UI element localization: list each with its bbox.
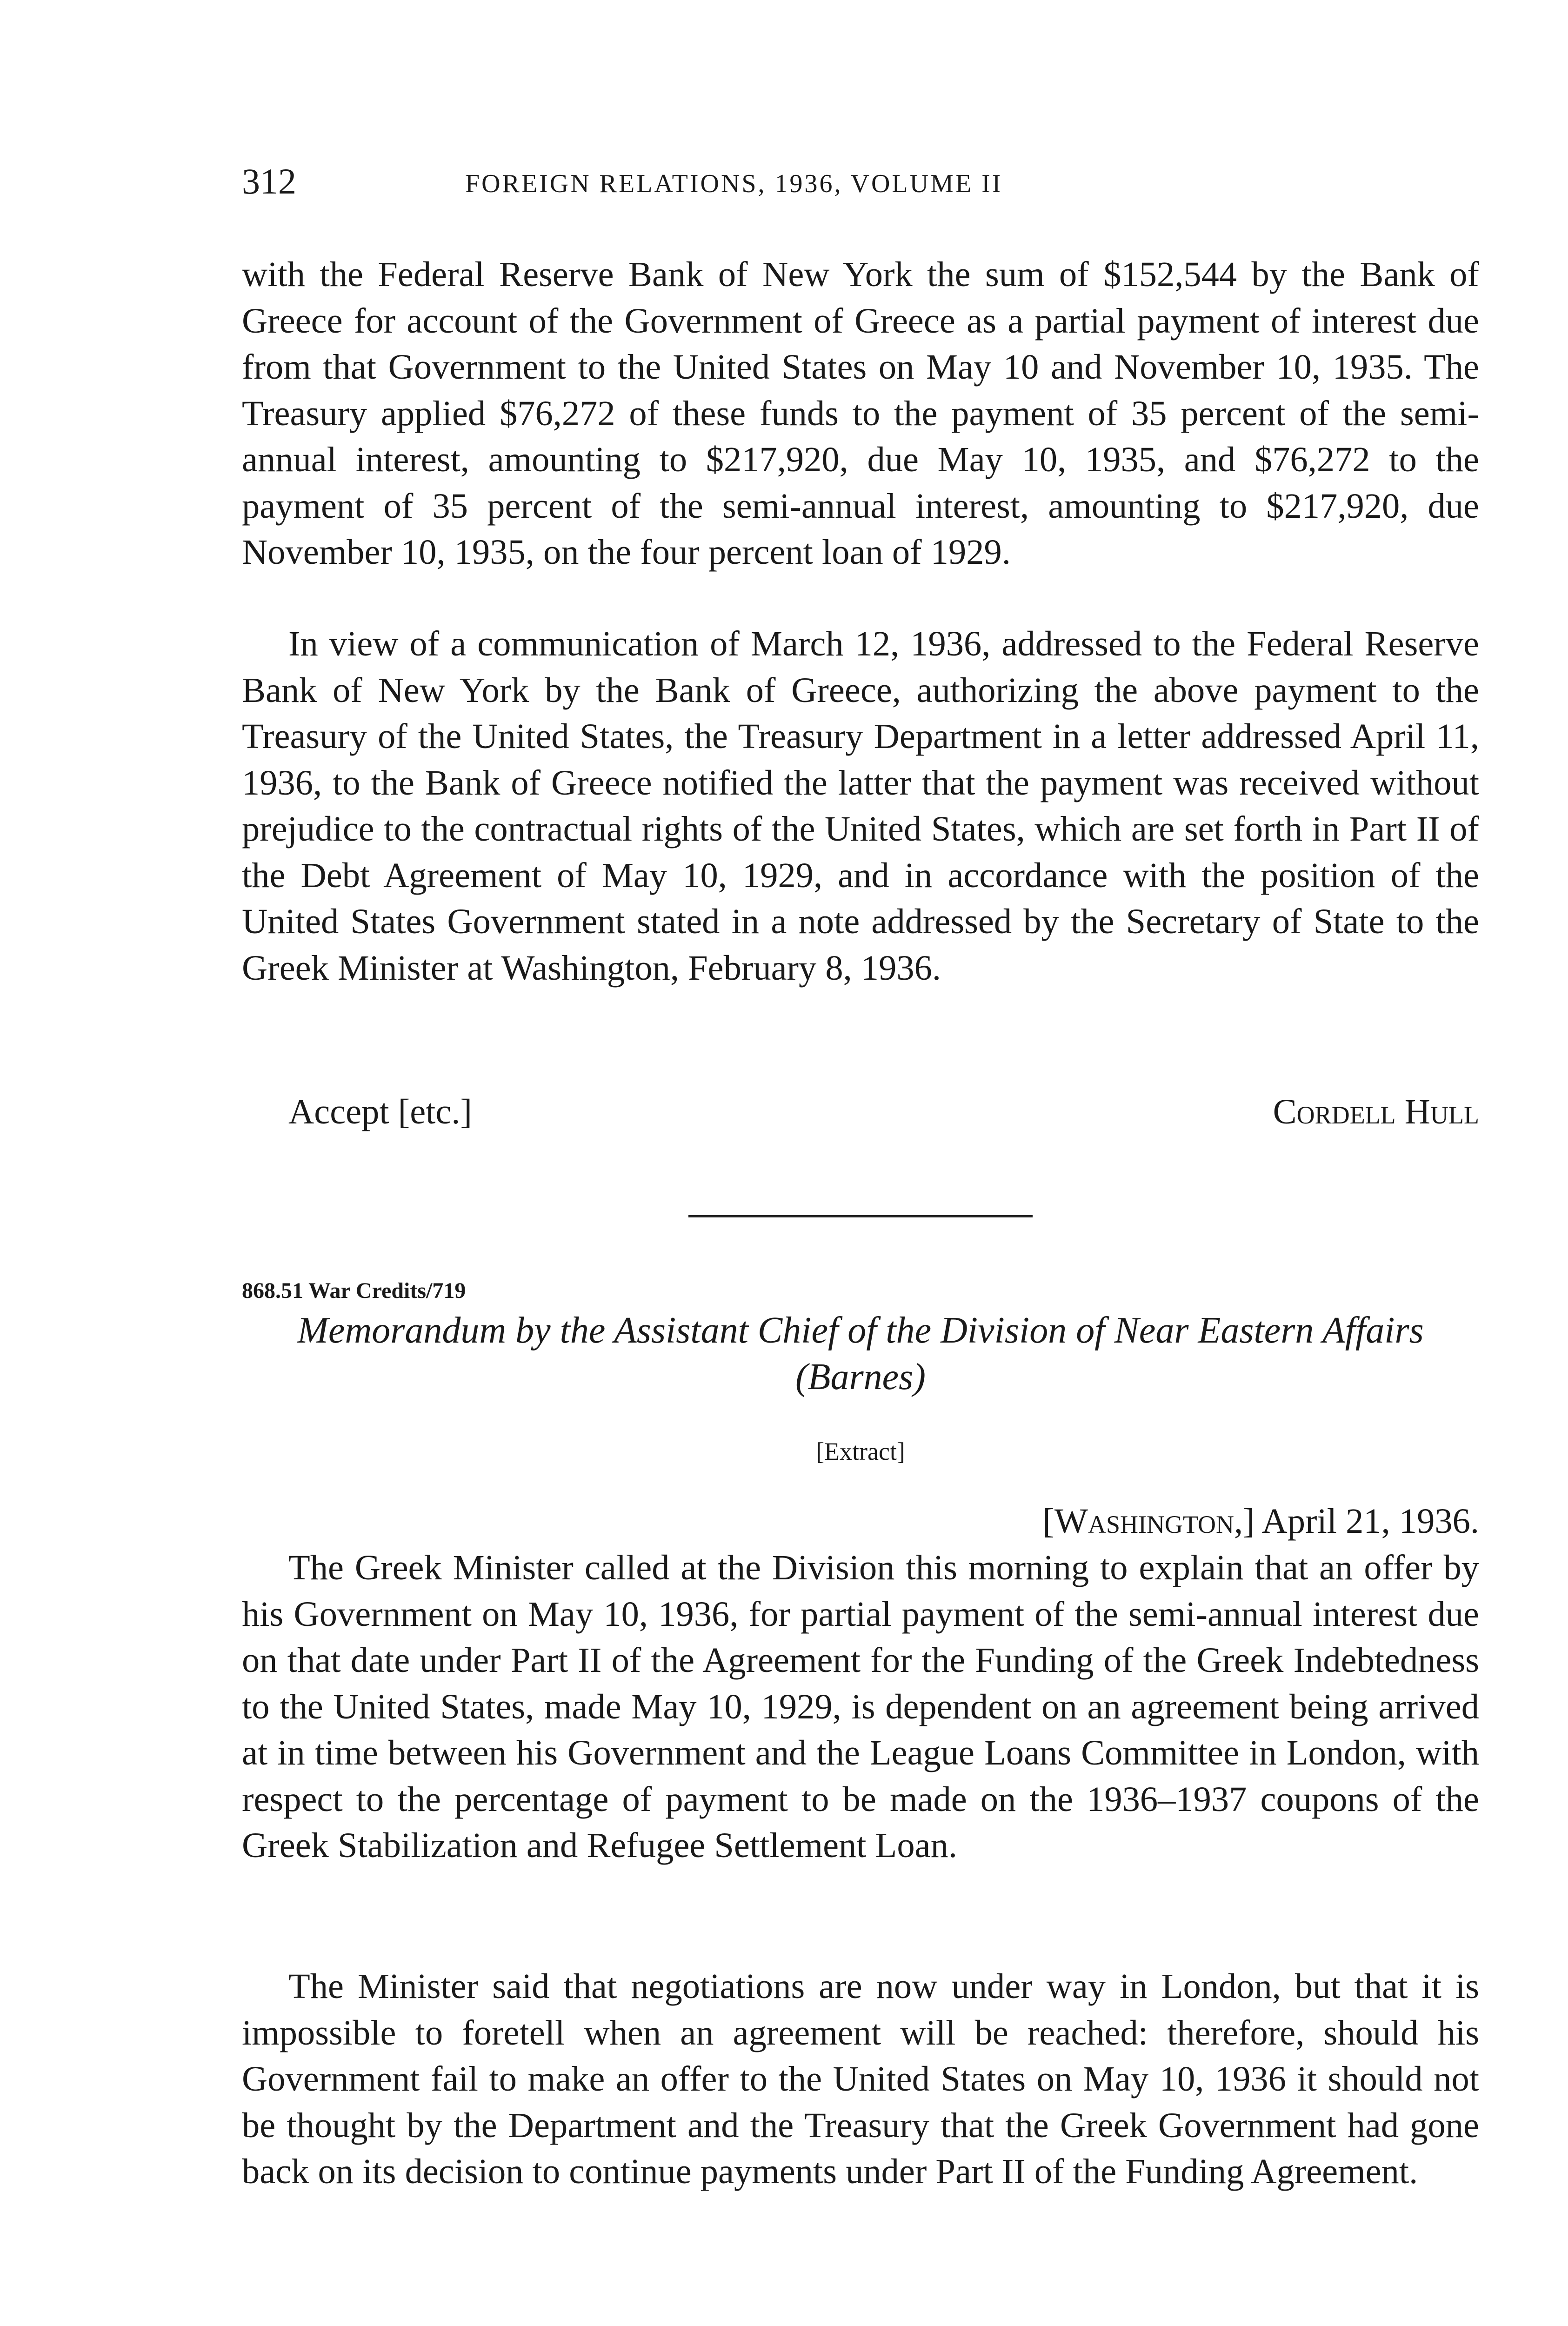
document-title: Memorandum by the Assistant Chief of the Division of Near Eastern Affairs (Barnes): [297, 1310, 1424, 1397]
dateline-date: April 21, 1936.: [1261, 1501, 1479, 1541]
file-number: 868.51 War Credits/719: [242, 1278, 466, 1303]
memo-paragraph: The Greek Minister called at the Division this morning to explain that an offer by his Government on May 10, 1936, for partial payment of the semi-annual interest due on that date under Part II of the Agreement for the Funding of the Greek Indebtedness to the United States, made May 10, 1929, is dependent on an agreement being arrived at in time between his Government and the League Loans Committee in London, with respect to the percentage of payment to be made on the 1936–1937 coupons of the Greek Stabilization and Refugee Settlement Loan.: [242, 1548, 1479, 1865]
page-number: 312: [242, 161, 296, 201]
running-head: FOREIGN RELATIONS, 1936, VOLUME II: [465, 169, 1003, 198]
signer-name: Cordell Hull: [1273, 1092, 1479, 1131]
memo-paragraph: The Minister said that negotiations are now under way in London, but that it is impossible to foretell when an agreement will be reached: therefore, should his Government fail to make an offer to the United States on May 10, 1936 it should not be thought by the Department and the Treasury that the Greek Government had gone back on its decision to continue payments under Part II of the Funding Agreement.: [242, 1966, 1479, 2191]
body-paragraph: with the Federal Reserve Bank of New York the sum of $152,544 by the Bank of Greece for account of the Government of Greece as a partial payment of interest due from that Government to the United States on May 10 and November 10, 1935. The Treasury applied $76,272 of these funds to the payment of 35 percent of the semi-annual interest, amounting to $217,920, due May 10, 1935, and $76,272 to the payment of 35 percent of the semi-annual interest, amounting to $217,920, due November 10, 1935, on the four percent loan of 1929.: [242, 254, 1479, 572]
dateline-place: [Washington,]: [1042, 1501, 1255, 1541]
body-paragraph: In view of a communication of March 12, 1936, addressed to the Federal Reserve Bank of New York by the Bank of Greece, authorizing the above payment to the Treasury of the United States, the Treasury Department in a letter addressed April 11, 1936, to the Bank of Greece notified the latter that the payment was received without prejudice to the contractual rights of the United States, which are set forth in Part II of the Debt Agreement of May 10, 1929, and in accordance with the position of the United States Government stated in a note addressed by the Secretary of State to the Greek Minister at Washington, February 8, 1936.: [242, 624, 1479, 988]
extract-label: [Extract]: [816, 1437, 905, 1465]
letter-signoff: [242, 1089, 1479, 1135]
section-divider: [688, 1215, 1033, 1217]
dateline: [1042, 1498, 1479, 1544]
page-header: [242, 160, 1479, 202]
closing-phrase: Accept [etc.]: [288, 1092, 472, 1131]
